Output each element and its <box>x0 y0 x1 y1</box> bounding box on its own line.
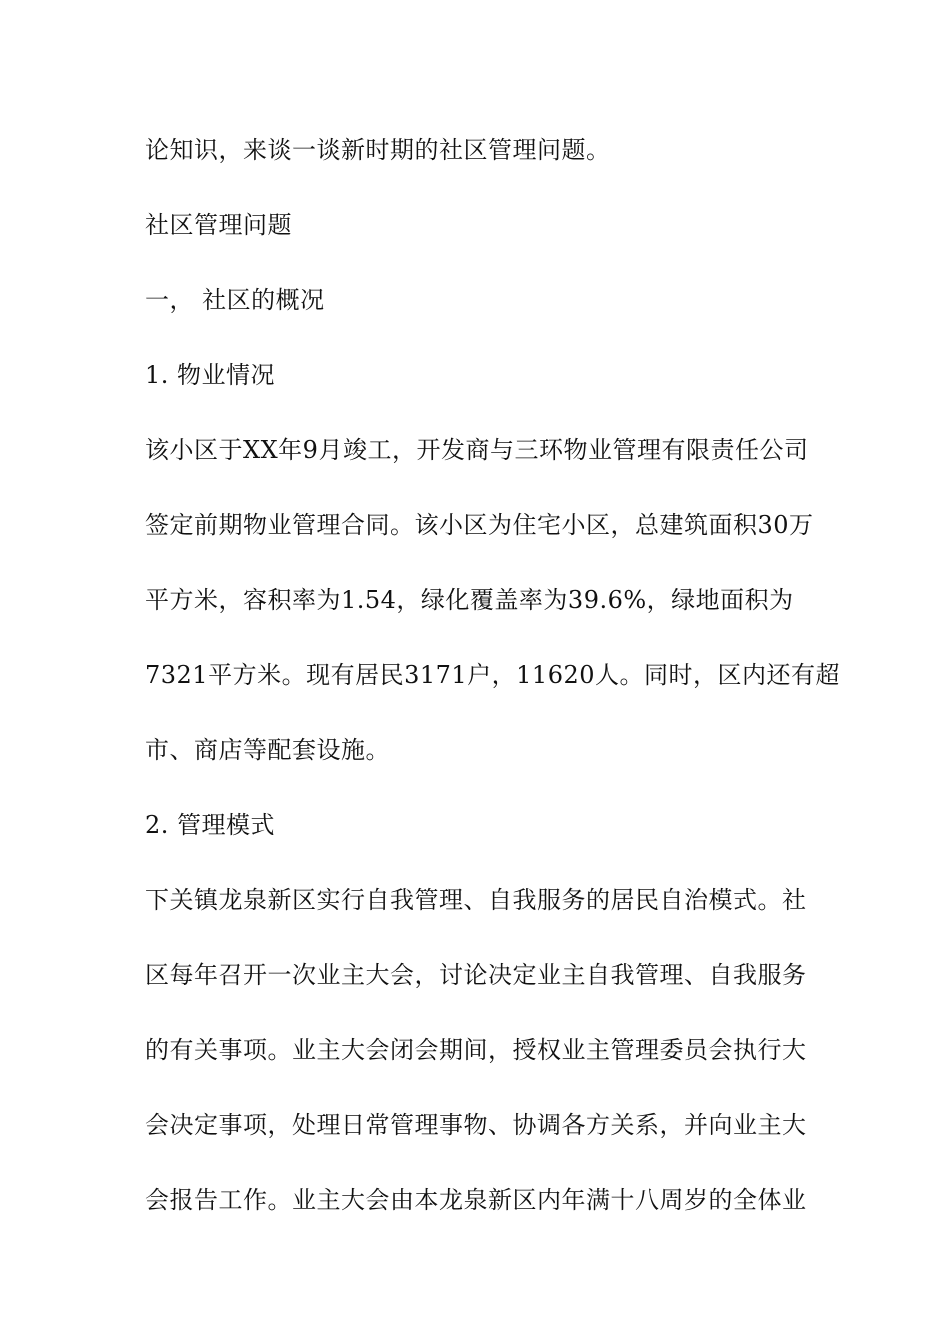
text-line: 签定前期物业管理合同。该小区为住宅小区，总建筑面积30万 <box>145 511 814 539</box>
text-line: 的有关事项。业主大会闭会期间，授权业主管理委员会执行大 <box>145 1036 807 1064</box>
text-line: 会决定事项，处理日常管理事物、协调各方关系，并向业主大 <box>145 1111 807 1139</box>
text-line: 市、商店等配套设施。 <box>145 736 390 764</box>
subsection-heading: 1. 物业情况 <box>145 361 276 389</box>
subsection-heading: 2. 管理模式 <box>145 811 276 839</box>
text-line: 论知识，来谈一谈新时期的社区管理问题。 <box>145 136 611 164</box>
text-line: 该小区于XX年9月竣工，开发商与三环物业管理有限责任公司 <box>145 436 809 464</box>
text-line: 平方米，容积率为1.54，绿化覆盖率为39.6%，绿地面积为 <box>145 586 794 614</box>
text-line: 会报告工作。业主大会由本龙泉新区内年满十八周岁的全体业 <box>145 1186 807 1214</box>
text-line: 7321平方米。现有居民3171户，11620人。同时，区内还有超 <box>145 661 841 689</box>
text-line: 区每年召开一次业主大会，讨论决定业主自我管理、自我服务 <box>145 961 807 989</box>
section-heading: 一， 社区的概况 <box>145 286 325 314</box>
section-heading: 社区管理问题 <box>145 211 292 239</box>
text-line: 下关镇龙泉新区实行自我管理、自我服务的居民自治模式。社 <box>145 886 807 914</box>
